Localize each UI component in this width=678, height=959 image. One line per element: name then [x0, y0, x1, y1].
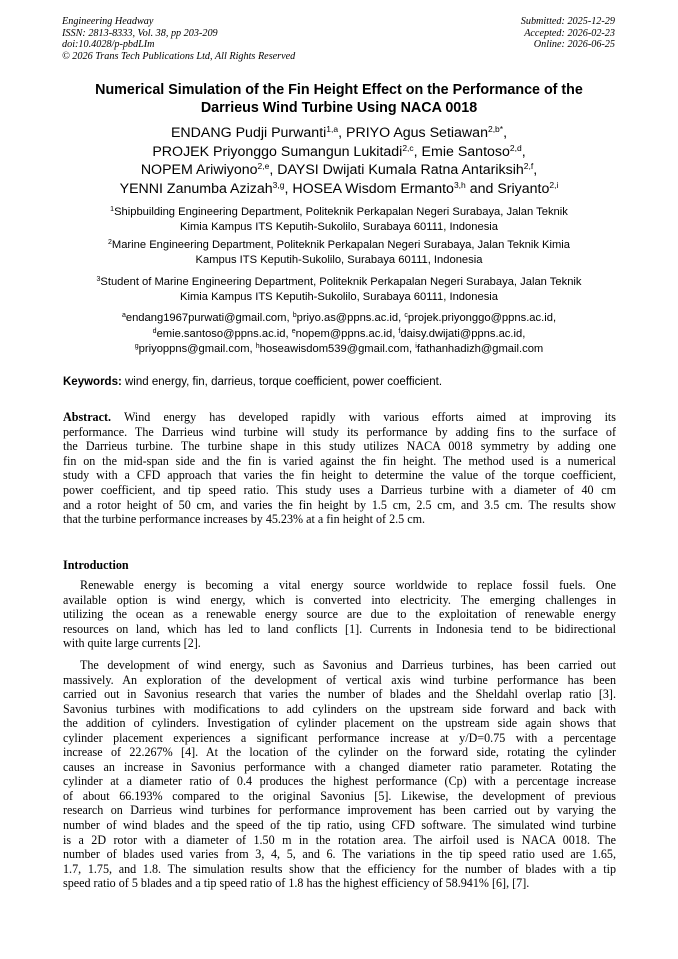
issn-volume: ISSN: 2813-8333, Vol. 38, pp 203-209 — [62, 27, 218, 39]
online-date: Online: 2026-06-25 — [533, 39, 615, 51]
body-line: research on Darrieus wind turbines for performance improvement has been carried out by varying the — [63, 803, 616, 818]
abstract — [63, 410, 616, 527]
email-link[interactable]: hoseawisdom539@gmail.com — [259, 343, 410, 355]
body-line: speed ratio of 5 blades and a tip speed ratio of 1.8 has the highest efficiency of 58.941% [6], [7]. — [63, 876, 530, 891]
email-link[interactable]: fathanhadizh@gmail.com — [416, 343, 544, 355]
submitted-date: Submitted: 2025-12-29 — [520, 16, 615, 27]
email-line — [62, 327, 616, 343]
affiliation-line — [62, 238, 616, 253]
author-affiliation-mark: 2,i — [549, 179, 559, 190]
body-line: resources on land, which has led to land conflicts [1]. Currents in Indonesia tend to be bidirectional — [63, 621, 616, 636]
email-mark: h — [255, 343, 260, 350]
affiliation-number: 3 — [96, 276, 101, 283]
email-link[interactable]: nopem@ppns.ac.id — [295, 327, 393, 340]
abstract-text: Wind energy has developed rapidly with various efforts aimed at improving its — [111, 410, 616, 424]
section-heading-introduction: Introduction — [63, 558, 129, 572]
body-line: cylinder at a diameter ratio of 0.4 produces the highest performance (Cp) with a percentage increase — [63, 774, 616, 789]
email-separator: , — [249, 343, 256, 355]
doi: doi:10.4028/p-pbdLIm — [62, 39, 155, 51]
author-affiliation-mark: 2,b* — [487, 124, 504, 134]
author-affiliation-mark: 2,e — [257, 161, 270, 172]
copyright: © 2026 Trans Tech Publications Ltd, All Rights Reserved — [62, 50, 296, 62]
author-line — [40, 143, 638, 162]
affiliation-3 — [62, 275, 616, 306]
author-name: PROJEK Priyonggo Sumangun Lukitadi — [152, 143, 403, 160]
body-line: the addition of cylinders. Investigation of cylinder placement on the upstream side again shows that — [63, 716, 616, 731]
body-line: number of wind blades and the speed of the tip ratio, using CFD software. The simulated wind turbine — [63, 818, 616, 833]
keywords — [63, 375, 442, 389]
abstract-line: the Darrieus turbine. The turbine shape in this study utilizes NACA 0018 symmetry by adding one — [63, 439, 616, 454]
email-mark: e — [291, 327, 296, 335]
email-mark: g — [134, 343, 139, 350]
author-name: , DAYSI Dwijati Kumala Ratna Antariksih — [269, 162, 524, 179]
email-mark: d — [152, 327, 157, 335]
author-line — [40, 180, 638, 199]
affiliation-line: Kimia Kampus ITS Keputih-Sukolilo, Surabaya 60111, Indonesia — [180, 221, 498, 234]
body-line: causes an increase in Savonius performance with a changed diameter ratio parameter. Rotating the — [63, 759, 616, 774]
email-separator: , — [398, 312, 405, 324]
email-link[interactable]: emie.santoso@ppns.ac.id — [156, 327, 286, 340]
abstract-line — [63, 410, 616, 425]
email-separator: , — [285, 327, 292, 340]
email-mark: c — [404, 312, 408, 319]
author-separator: , — [503, 125, 508, 141]
affiliation-number: 1 — [110, 206, 115, 213]
affiliation-number: 2 — [107, 239, 112, 246]
email-line — [62, 342, 616, 358]
keywords-label: Keywords: — [63, 376, 122, 388]
affiliation-line — [62, 275, 616, 290]
author-affiliation-mark: 2,f — [523, 161, 534, 172]
affiliation-text: Shipbuilding Engineering Department, Politeknik Perkapalan Negeri Surabaya, Jalan Teknik — [114, 206, 568, 218]
email-mark: b — [292, 312, 297, 319]
body-line: The development of wind energy, such as Savonius and Darrieus turbines, has been carried out — [80, 658, 616, 672]
email-link[interactable]: priyoppns@gmail.com — [138, 343, 250, 355]
author-name: and Sriyanto — [465, 180, 550, 197]
email-separator: , — [522, 327, 526, 340]
body-line: Savonius turbines with modifications to add cylinders on the upstream side forward and back with — [63, 701, 616, 716]
author-name: , PRIYO Agus Setiawan — [338, 125, 488, 141]
author-name: YENNI Zanumba Azizah — [119, 180, 273, 197]
body-line: massively. An exploration of the development of vertical axis wind turbine performance has been — [63, 672, 616, 687]
email-link[interactable]: priyo.as@ppns.ac.id — [296, 312, 399, 324]
email-mark: a — [121, 312, 126, 319]
body-line: Renewable energy is becoming a vital energy source worldwide to replace fossil fuels. One — [80, 578, 616, 592]
author-separator: , — [521, 143, 526, 160]
email-separator: , — [286, 312, 293, 324]
author-name: ENDANG Pudji Purwanti — [170, 125, 327, 141]
author-affiliation-mark: 3,h — [453, 179, 466, 190]
body-line: 1.7, 1.75, and 1.8. The simulation results show that the efficiency for the number of blades with a tip — [63, 861, 616, 876]
journal-name: Engineering Headway — [62, 16, 154, 27]
email-line — [62, 311, 616, 327]
body-line: number of blades used varies from 3, 4, 5, and 6. The variations in the tip speed ratio used are 1.65, — [63, 847, 616, 862]
affiliation-line: Kimia Kampus ITS Keputih-Sukolilo, Surabaya 60111, Indonesia — [180, 291, 498, 304]
abstract-line: that the turbine performance increases by 45.23% at a fin height of 2.5 cm. — [63, 512, 426, 527]
author-emails — [62, 311, 616, 358]
author-list — [40, 124, 638, 198]
email-separator: , — [392, 327, 399, 340]
affiliation-text: Marine Engineering Department, Politeknik Perkapalan Negeri Surabaya, Jalan Teknik Kimia — [111, 239, 570, 251]
body-line: available option is wind energy, which is converted into electricity. The emerging challenges in — [63, 592, 616, 607]
author-name: NOPEM Ariwiyono — [140, 162, 258, 179]
email-mark: f — [398, 327, 401, 335]
introduction-paragraph-2 — [63, 658, 616, 891]
introduction-paragraph-1 — [63, 578, 616, 651]
abstract-label: Abstract. — [63, 410, 112, 424]
abstract-line: performance. The Darrieus wind turbine will study its performance by adding fins to the surface of — [63, 424, 616, 439]
abstract-line: power coefficient, and tip speed ratio. This study uses a Darrieus turbine with a diameter of 40 cm — [63, 482, 616, 497]
author-affiliation-mark: 2,c — [402, 142, 414, 153]
author-line — [40, 161, 638, 180]
body-line: utilizing the ocean as a renewable energy source are due to the exploitation of renewable energy — [63, 607, 616, 622]
title-line: Numerical Simulation of the Fin Height Effect on the Performance of the — [95, 82, 583, 98]
abstract-line: study with a CFD approach that varies the fin height to determine the value of the torque coefficient, — [63, 468, 616, 483]
affiliation-line: Kampus ITS Keputih-Sukolilo, Surabaya 60111, Indonesia — [195, 254, 483, 267]
author-affiliation-mark: 1,a — [326, 124, 339, 134]
author-affiliation-mark: 3,g — [272, 179, 285, 190]
email-link[interactable]: daisy.dwijati@ppns.ac.id — [400, 327, 523, 340]
keywords-text: wind energy, fin, darrieus, torque coefficient, power coefficient. — [121, 376, 443, 388]
journal-header-right — [521, 16, 615, 51]
body-line: with quite large currents [2]. — [63, 636, 201, 651]
affiliation-line — [62, 205, 616, 220]
email-mark: i — [415, 343, 417, 350]
body-line: is a 2D rotor with a diameter of 1.50 m in the rotation area. The airfoil used is NACA 0018. The — [63, 832, 616, 847]
body-line: cylinder placement experiences a significant performance increase at y/D=0.75 with a percentage — [63, 730, 616, 745]
body-line: increase of 22.267% [4]. At the location of the cylinder on the forward side, rotating the cylinder — [63, 745, 616, 760]
body-line: of about 66.193% compared to the original Savonius [5]. Likewise, the development of previous — [63, 788, 616, 803]
email-link[interactable]: endang1967purwati@gmail.com — [125, 312, 287, 324]
author-name: , Emie Santoso — [413, 143, 510, 160]
affiliation-text: Student of Marine Engineering Department, Politeknik Perkapalan Negeri Surabaya, Jalan Teknik — [100, 276, 582, 288]
accepted-date: Accepted: 2026-02-23 — [524, 27, 615, 39]
email-separator: , — [409, 343, 416, 355]
journal-header-left — [62, 16, 295, 62]
affiliation-1 — [62, 205, 616, 236]
abstract-line: and a rotor height of 50 cm, and varies the fin height by 1.5 cm, 2.5 cm, and 3.5 cm. The results show — [63, 497, 616, 512]
author-line — [40, 124, 638, 143]
author-name: , HOSEA Wisdom Ermanto — [284, 180, 454, 197]
email-link[interactable]: projek.priyonggo@ppns.ac.id — [407, 312, 553, 324]
email-separator: , — [552, 312, 557, 324]
title-line: Darrieus Wind Turbine Using NACA 0018 — [200, 99, 478, 116]
author-separator: , — [533, 162, 538, 179]
abstract-line: fin on the mid-span side and the fin is varied against the fin height. The method used is a numerical — [63, 453, 616, 468]
paper-title — [50, 82, 628, 117]
body-line: carried out in Savonius research that varies the number of blades and the Sheldahl overlap ratio [3]. — [63, 687, 616, 702]
affiliation-2 — [62, 238, 616, 269]
author-affiliation-mark: 2,d — [509, 142, 522, 153]
